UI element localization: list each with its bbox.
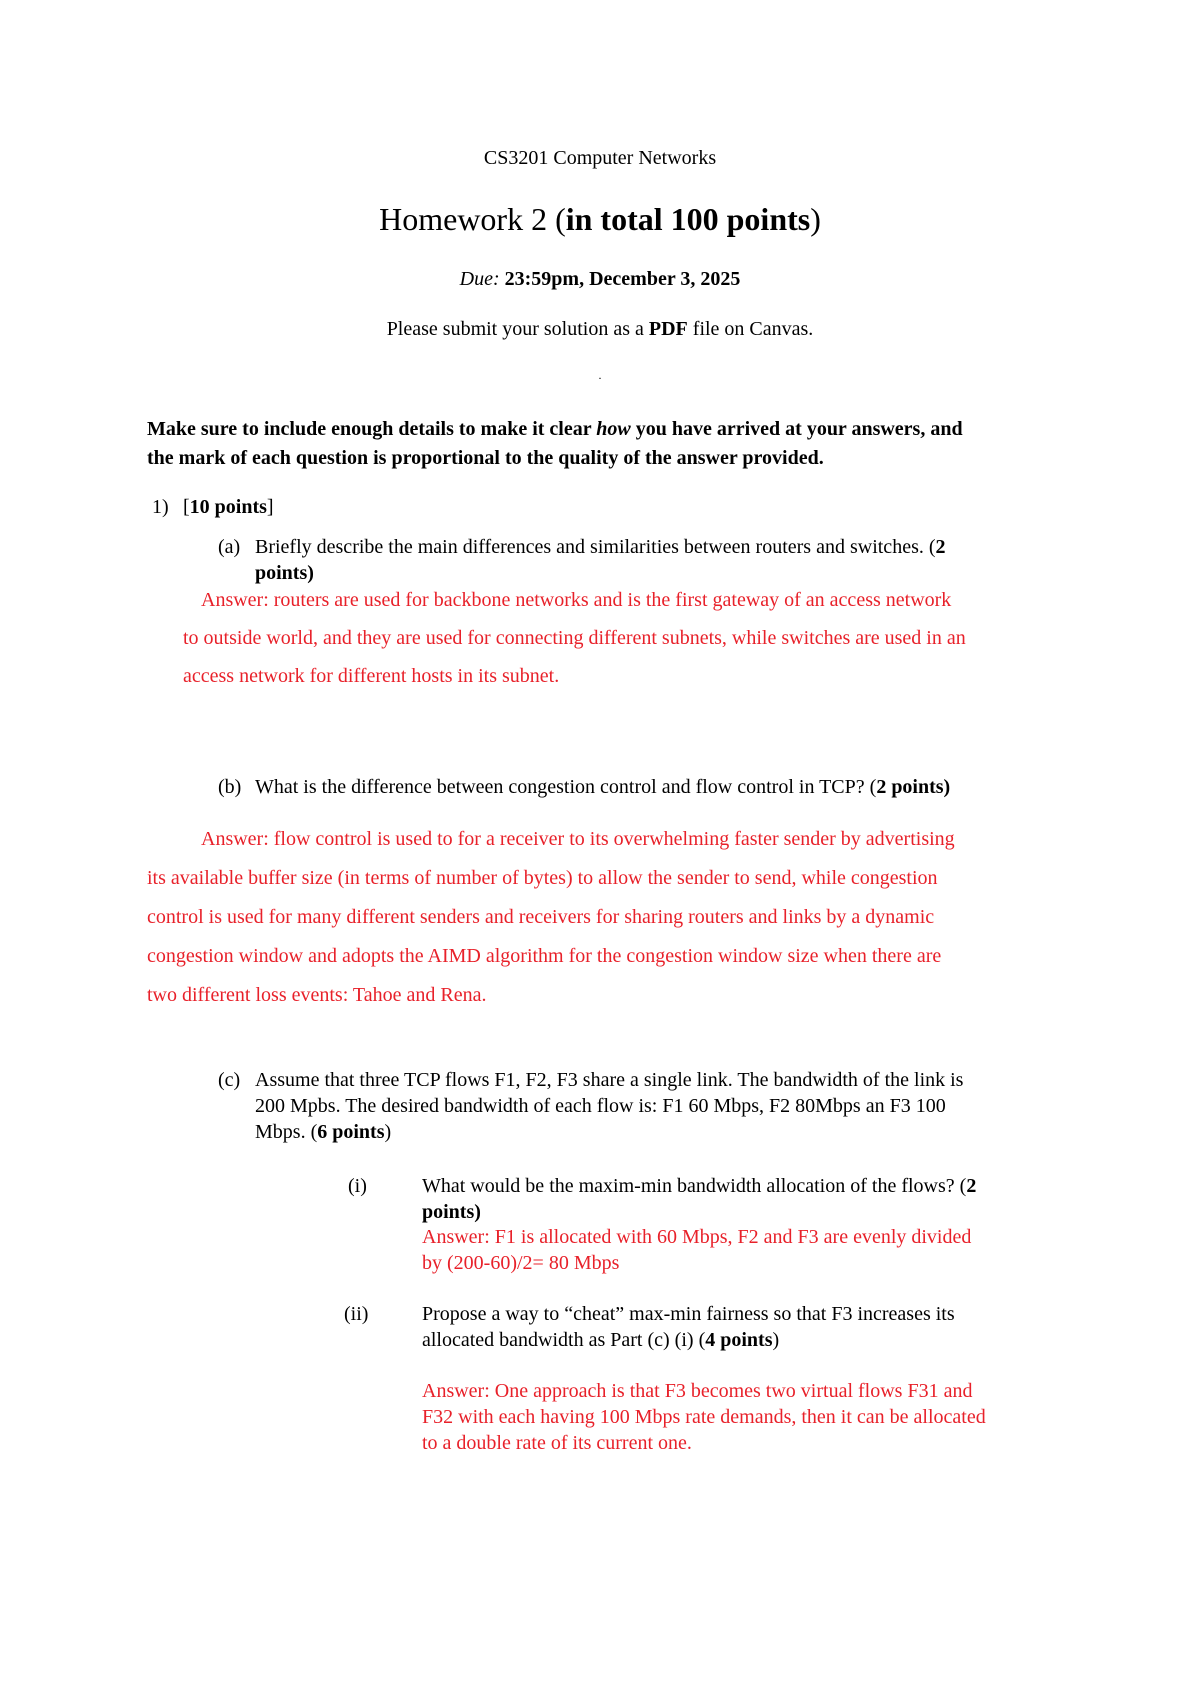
part-a-answer-line: Answer: routers are used for backbone networks and is the first gateway of an access network [201,589,952,611]
due-value: 23:59pm, December 3, 2025 [504,268,741,290]
page-title [0,201,1200,238]
part-a-label: (a) [218,536,241,558]
due-label: Due: [459,268,500,290]
part-a-text: Briefly describe the main differences and similarities between routers and switches. ( [255,536,936,558]
question-points [183,496,274,519]
due-date [0,268,1200,291]
part-a-answer-line: access network for different hosts in its subnet. [183,665,560,687]
part-c-i-question [422,1175,976,1198]
part-c-ii-line2-prefix: allocated bandwidth as Part (c) (i) ( [422,1329,706,1351]
part-c-line [255,1121,391,1144]
part-c-i-answer-line: Answer: F1 is allocated with 60 Mbps, F2 and F3 are evenly divided [422,1226,972,1248]
points-close: ] [266,496,274,518]
part-c-ii-points: 4 points [705,1329,773,1351]
part-b-answer-line: control is used for many different senders and receivers for sharing routers and links by a dynamic [147,906,935,928]
submit-prefix: Please submit your solution as a [386,318,649,340]
part-c-i-text: What would be the maxim-min bandwidth allocation of the flows? ( [422,1175,967,1197]
part-c-ii-answer-line: F32 with each having 100 Mbps rate demands, then it can be allocated [422,1406,986,1428]
part-b-label: (b) [218,776,242,798]
part-c-points: 6 points [317,1121,385,1143]
submit-bold: PDF [648,318,688,340]
part-b-answer-line: two different loss events: Tahoe and Rena. [147,984,487,1006]
part-c-i-answer-line: by (200-60)/2= 80 Mbps [422,1252,620,1274]
part-c-line3-suffix: ) [384,1121,392,1143]
points-open: [ [183,496,190,518]
course-title: CS3201 Computer Networks [483,147,717,169]
part-b-answer-line: its available buffer size (in terms of number of bytes) to allow the sender to send, while congestion [147,867,938,889]
part-a-answer-line: to outside world, and they are used for connecting different subnets, while switches are used in an [183,627,966,649]
instructions-italic: how [596,418,631,440]
title-bold: in total 100 points [565,201,811,237]
part-c-ii-line2-suffix: ) [772,1329,780,1351]
title-prefix: Homework 2 ( [379,201,566,237]
instructions-line-2: the mark of each question is proportional to the quality of the answer provided. [147,447,824,469]
title-suffix: ) [810,201,821,237]
part-c-line3-prefix: Mbps. ( [255,1121,318,1143]
part-b-answer-line: congestion window and adopts the AIMD algorithm for the congestion window size when there are [147,945,942,967]
part-c-ii-answer-line: Answer: One approach is that F3 becomes two virtual flows F31 and [422,1380,973,1402]
part-c-ii-line [422,1329,779,1352]
submit-instruction [0,318,1200,341]
submit-suffix: file on Canvas. [687,318,814,340]
question-number: 1) [152,496,169,518]
part-c-label: (c) [218,1069,241,1091]
part-b-question [255,776,950,799]
instructions-line-1 [147,418,963,441]
part-b-answer-line: Answer: flow control is used to for a receiver to its overwhelming faster sender by advertising [201,828,955,850]
part-c-ii-line: Propose a way to “cheat” max-min fairness so that F3 increases its [422,1303,955,1325]
part-c-line: 200 Mpbs. The desired bandwidth of each flow is: F1 60 Mbps, F2 80Mbps an F3 100 [255,1095,946,1117]
part-c-i-label: (i) [348,1175,367,1197]
part-a-points: points) [255,562,314,584]
part-a-question [255,536,946,559]
points-bold: 10 points [189,496,267,518]
part-c-line: Assume that three TCP flows F1, F2, F3 share a single link. The bandwidth of the link is [255,1069,964,1091]
instructions-part2: you have arrived at your answers, and [630,418,963,440]
part-b-text: What is the difference between congestion control and flow control in TCP? ( [255,776,877,798]
part-b-points: 2 points) [876,776,951,798]
part-a-points-num: 2 [935,536,946,558]
part-c-ii-answer-line: to a double rate of its current one. [422,1432,692,1454]
instructions-part1: Make sure to include enough details to make it clear [147,418,597,440]
divider-dot: . [598,368,602,382]
part-c-i-points: points) [422,1201,481,1223]
part-c-ii-label: (ii) [344,1303,369,1325]
part-c-i-points-num: 2 [966,1175,977,1197]
